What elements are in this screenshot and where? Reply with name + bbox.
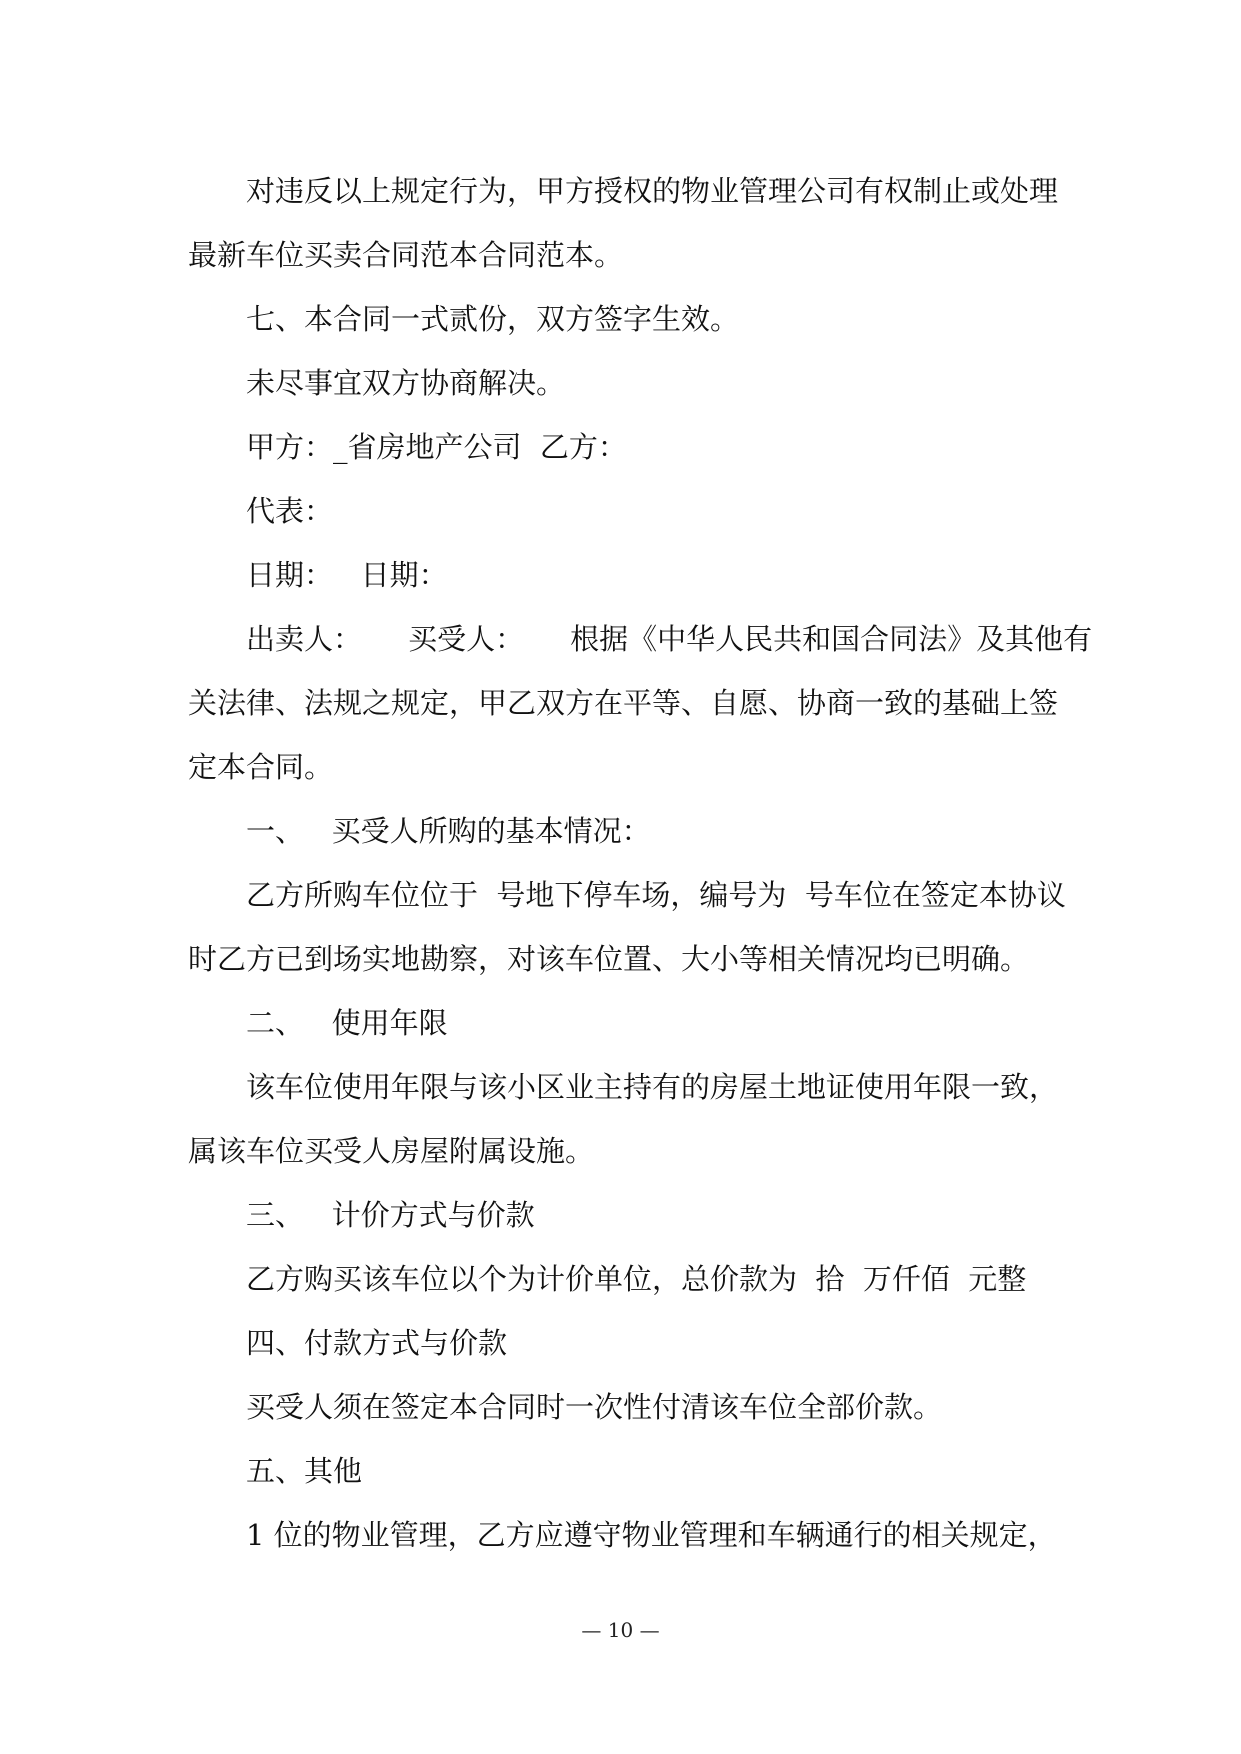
- paragraph-line: 出卖人： 买受人： 根据《中华人民共和国合同法》及其他有: [246, 622, 1093, 656]
- paragraph-line: 五、其他: [246, 1454, 363, 1488]
- paragraph-line: 关法律、法规之规定，甲乙双方在平等、自愿、协商一致的基础上签: [188, 686, 1059, 720]
- paragraph-line: 七、本合同一式贰份，双方签字生效。: [246, 302, 740, 336]
- paragraph-line: 未尽事宜双方协商解决。: [246, 366, 566, 400]
- paragraph-line: 该车位使用年限与该小区业主持有的房屋土地证使用年限一致，: [246, 1070, 1059, 1104]
- page-number: — 10 —: [581, 1618, 660, 1642]
- paragraph-line: 最新车位买卖合同范本合同范本。: [188, 238, 624, 272]
- paragraph-line: 四、付款方式与价款: [246, 1326, 508, 1360]
- paragraph-line: 属该车位买受人房屋附属设施。: [188, 1134, 595, 1168]
- paragraph-line: 日期： 日期：: [246, 558, 448, 592]
- paragraph-line: 一、 买受人所购的基本情况：: [246, 814, 651, 848]
- paragraph-line: 乙方购买该车位以个为计价单位，总价款为 拾 万仟佰 元整: [246, 1262, 1027, 1296]
- paragraph-line: 1 位的物业管理，乙方应遵守物业管理和车辆通行的相关规定，: [246, 1518, 1057, 1552]
- paragraph-line: 甲方：_省房地产公司 乙方：: [246, 430, 627, 464]
- paragraph-line: 代表：: [246, 494, 334, 528]
- paragraph-line: 定本合同。: [188, 750, 334, 784]
- paragraph-line: 时乙方已到场实地勘察，对该车位置、大小等相关情况均已明确。: [188, 942, 1030, 976]
- paragraph-line: 对违反以上规定行为，甲方授权的物业管理公司有权制止或处理: [246, 174, 1059, 208]
- body-text: [188, 160, 1093, 1568]
- paragraph-line: 乙方所购车位位于 号地下停车场，编号为 号车位在签定本协议: [246, 878, 1066, 912]
- paragraph-line: 三、 计价方式与价款: [246, 1198, 535, 1232]
- paragraph-line: 二、 使用年限: [246, 1006, 448, 1040]
- paragraph-line: 买受人须在签定本合同时一次性付清该车位全部价款。: [246, 1390, 943, 1424]
